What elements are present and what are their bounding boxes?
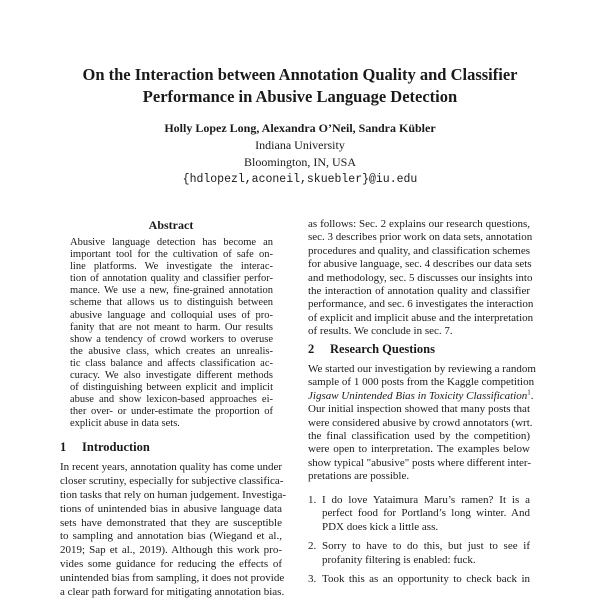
text-line: line platforms. We investigate the interac- — [70, 261, 273, 273]
text-line: Our initial inspection showed that many posts that — [308, 403, 530, 416]
text-line: show typical "abusive" posts where different inter- — [308, 456, 531, 469]
text-line: performance, and sec. 6 investigates the interaction — [308, 298, 534, 311]
text-line: sec. 3 describes prior work on data sets, annotation — [308, 231, 533, 244]
text-line: abuse and show lexicon-based approaches ei- — [70, 394, 273, 406]
text-line: In recent years, annotation quality has come under — [60, 461, 282, 473]
emails: {hdlopezl,aconeil,skuebler}@iu.edu — [182, 173, 418, 186]
text-line: important tool for the cultivation of safe on- — [70, 249, 273, 261]
text-line: Jigsaw Unintended Bias in Toxicity Classification$^1$. — [308, 388, 534, 402]
list-number: 1. — [308, 494, 317, 506]
text-line: of explicit and implicit abuse and the interpretation — [308, 311, 534, 324]
text-line: ther over- or under-estimate the proportion of — [70, 406, 273, 418]
text-line: PDX does kick a little ass. — [322, 520, 439, 533]
paper-title-line-1: On the Interaction between Annotation Quality and Classifier — [82, 65, 518, 84]
text-line: tions of unintended bias in abusive language data — [60, 502, 282, 515]
paper-title-line-2: Performance in Abusive Language Detection — [142, 87, 458, 106]
text-line: closer scrutiny, especially for subjective classifica- — [60, 474, 284, 487]
text-line: show a tendency of crowd workers to overuse — [70, 333, 273, 345]
example-item — [308, 540, 530, 567]
text-line: profanity filtering is enabled: fuck. — [322, 553, 476, 566]
text-line: unintended bias from sampling, it does not provide — [60, 572, 285, 585]
text-line: Took this as an opportunity to check back in — [322, 573, 530, 585]
text-line: pretations are possible. — [308, 470, 410, 483]
section-overview-text — [308, 218, 534, 339]
text-line: Abusive language detection has become an — [70, 237, 273, 248]
footnote-mark[interactable]: 1 — [527, 388, 531, 397]
text-line: a clear path forward for mitigating annotation bias. — [60, 586, 285, 599]
section-number: 2 — [308, 342, 315, 356]
text-line: and methodology, sec. 5 discusses our insights into — [308, 271, 533, 284]
text-line: explicit abuse in data sets. — [70, 418, 180, 430]
text-line: tic class balance and affects classification ac- — [70, 357, 273, 369]
section-heading-research-questions — [308, 342, 435, 357]
text-line: sets have demonstrated that they are susceptible — [60, 516, 282, 529]
section-title: Research Questions — [330, 342, 435, 356]
introduction-text — [60, 461, 287, 600]
text-line: the abusive class, which creates an unrealis- — [70, 345, 273, 357]
example-item — [308, 573, 530, 586]
text-line: We started our investigation by reviewing a random — [308, 363, 536, 375]
section-title: Introduction — [82, 440, 150, 454]
list-number: 3. — [308, 573, 317, 585]
text-line: tion tasks that rely on human judgement. Investiga- — [60, 488, 287, 501]
text-line: fanity that are not meant to harm. Our results — [70, 321, 273, 333]
section-heading-introduction — [60, 440, 150, 455]
text-line: were open to interpretation. The examples below — [308, 443, 530, 456]
text-line: mance. We use a new, fine-grained annotation — [70, 285, 273, 297]
abstract-text — [70, 237, 273, 431]
location: Bloomington, IN, USA — [243, 155, 356, 169]
text-line: curacy. We also investigate different methods — [70, 370, 273, 382]
text-line: for abusive language, sec. 4 describes our data sets — [308, 258, 532, 271]
text-line: of results. We conclude in sec. 7. — [308, 325, 453, 338]
abstract-heading: Abstract — [148, 218, 194, 232]
example-item — [308, 494, 530, 534]
research-questions-text — [308, 363, 536, 484]
text-line: as follows: Sec. 2 explains our research questions, — [308, 218, 530, 230]
text-line: scheme that allows us to distinguish between — [70, 297, 273, 309]
text-line: 2019; Sap et al., 2019). Although this work pro- — [60, 544, 282, 557]
text-line: Sorry to have to do this, but just to see if — [322, 540, 530, 553]
section-number: 1 — [60, 440, 67, 454]
text-line: I do love Yataimura Maru’s ramen? It is a — [322, 494, 530, 506]
list-number: 2. — [308, 540, 317, 553]
text-line: the final classification used by the competition) — [308, 429, 530, 442]
text-line: perfect food for Portland’s long winter. And — [322, 507, 530, 520]
text-line: sample of 1 000 posts from the Kaggle competition — [308, 376, 535, 389]
text-line: procedures and quality, and classification schemes — [308, 244, 530, 257]
text-line: vides some guidance for reducing the effects of — [60, 558, 282, 571]
text-line: were considered abusive by crowd annotators (wrt. — [308, 416, 533, 429]
text-line: the interaction of annotation quality and classifier — [308, 284, 530, 297]
text-line: tion of annotation quality and classifier perfor- — [70, 273, 273, 285]
authors: Holly Lopez Long, Alexandra O’Neil, Sandra Kübler — [164, 121, 436, 135]
text-line: of distinguishing between explicit and implicit — [70, 382, 273, 394]
affiliation: Indiana University — [255, 138, 345, 152]
text-line: abusive language and colloquial uses of pro- — [70, 309, 273, 321]
text-line: to sampling and annotation bias (Wiegand et al., — [60, 530, 282, 543]
italic-title: Jigsaw Unintended Bias in Toxicity Classification — [308, 389, 528, 402]
